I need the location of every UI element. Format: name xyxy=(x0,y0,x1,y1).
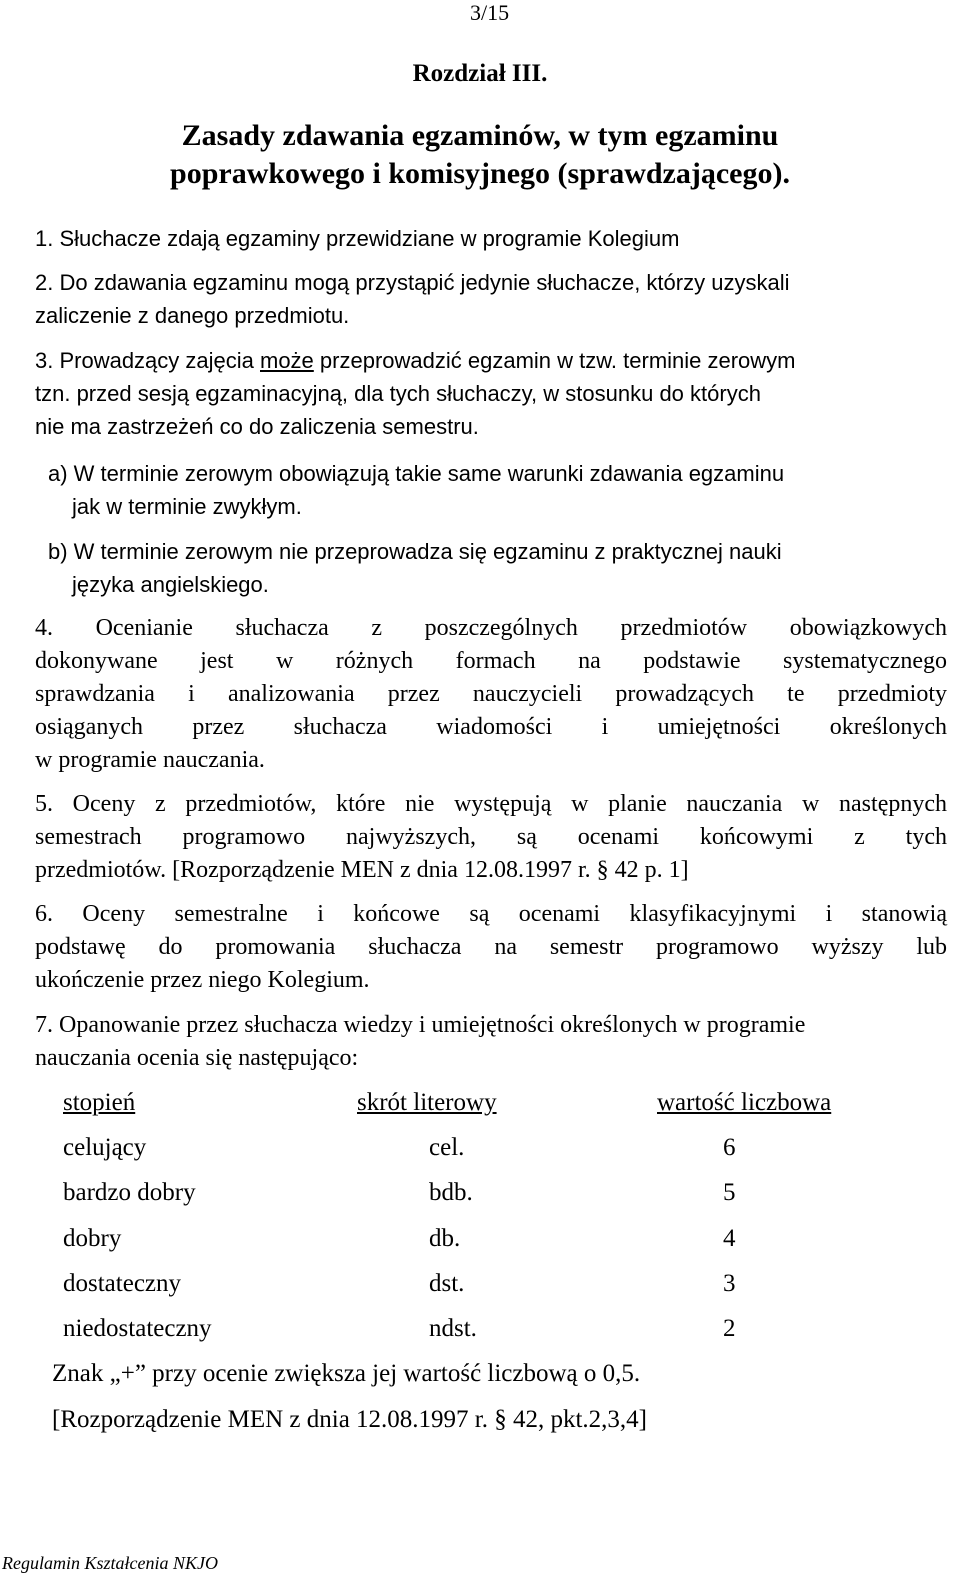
item-5-line: semestrach programowo najwyższych, są ocenami końcowymi z tych xyxy=(35,824,947,850)
grade-name: bardzo dobry xyxy=(63,1179,196,1206)
item-4-line: osiąganych przez słuchacza wiadomości i umiejętności określonych xyxy=(35,714,947,740)
grade-name: celujący xyxy=(63,1134,147,1161)
grade-abbr: dst. xyxy=(429,1270,465,1297)
item-4-line: w programie nauczania. xyxy=(35,747,265,773)
grade-row xyxy=(63,1134,863,1174)
item-7-line: 7. Opanowanie przez słuchacza wiedzy i umiejętności określonych w programie xyxy=(35,1012,806,1038)
item-1-line: 1. Słuchacze zdają egzaminy przewidziane w programie Kolegium xyxy=(35,226,680,251)
grade-row xyxy=(63,1315,863,1355)
section-title xyxy=(0,117,960,193)
sub-item-b xyxy=(48,535,943,601)
item-4-line: 4. Ocenianie słuchacza z poszczególnych przedmiotów obowiązkowych xyxy=(35,615,947,641)
item-5 xyxy=(35,788,947,887)
plus-sign-note: Znak „+” przy ocenie zwiększa jej wartość liczbową o 0,5. xyxy=(52,1360,641,1387)
item-6 xyxy=(35,898,947,997)
item-5-line: przedmiotów. [Rozporządzenie MEN z dnia 12.08.1997 r. § 42 p. 1] xyxy=(35,857,689,883)
sub-item-a-line: a) W terminie zerowym obowiązują takie same warunki zdawania egzaminu xyxy=(48,461,785,486)
item-3-emphasis: może xyxy=(260,348,314,373)
page-number: 3/15 xyxy=(470,0,510,25)
grade-header-skrot: skrót literowy xyxy=(357,1089,497,1116)
grade-abbr: cel. xyxy=(429,1134,465,1161)
item-1 xyxy=(35,222,947,255)
grade-value: 6 xyxy=(723,1134,736,1161)
grade-name: dobry xyxy=(63,1225,122,1252)
item-3-prefix: 3. Prowadzący zajęcia xyxy=(35,348,260,373)
chapter-heading: Rozdział III. xyxy=(412,60,548,87)
grade-value: 3 xyxy=(723,1270,736,1297)
item-3-line: nie ma zastrzeżeń co do zaliczenia semestru. xyxy=(35,414,479,439)
item-2-line: zaliczenie z danego przedmiotu. xyxy=(35,303,350,328)
grade-row xyxy=(63,1179,863,1219)
grade-header-wartosc: wartość liczbowa xyxy=(657,1089,832,1116)
sub-item-a-line: jak w terminie zwykłym. xyxy=(72,494,302,519)
grade-name: niedostateczny xyxy=(63,1315,212,1342)
item-2-line: 2. Do zdawania egzaminu mogą przystąpić jedynie słuchacze, którzy uzyskali xyxy=(35,270,790,295)
item-5-line: 5. Oceny z przedmiotów, które nie występują w planie nauczania w następnych xyxy=(35,791,947,817)
item-4-line: dokonywane jest w różnych formach na podstawie systematycznego xyxy=(35,648,947,674)
item-7 xyxy=(35,1009,947,1075)
item-3 xyxy=(35,344,947,443)
item-6-line: podstawę do promowania słuchacza na semestr programowo wyższy lub xyxy=(35,934,947,960)
item-6-line: ukończenie przez niego Kolegium. xyxy=(35,967,370,993)
item-7-line: nauczania ocenia się następująco: xyxy=(35,1045,359,1071)
grade-header-stopien: stopień xyxy=(63,1089,136,1116)
grade-abbr: bdb. xyxy=(429,1179,473,1206)
sub-item-b-line: języka angielskiego. xyxy=(72,572,269,597)
grade-table-header xyxy=(63,1089,863,1129)
section-title-line: poprawkowego i komisyjnego (sprawdzającego). xyxy=(170,157,790,190)
item-2 xyxy=(35,266,947,332)
document-footer: Regulamin Kształcenia NKJO xyxy=(2,1553,218,1573)
item-4 xyxy=(35,612,947,777)
regulation-citation: [Rozporządzenie MEN z dnia 12.08.1997 r. § 42, pkt.2,3,4] xyxy=(52,1406,648,1433)
sub-item-b-line: b) W terminie zerowym nie przeprowadza się egzaminu z praktycznej nauki xyxy=(48,539,782,564)
grade-abbr: ndst. xyxy=(429,1315,477,1342)
item-3-line: tzn. przed sesją egzaminacyjną, dla tych słuchaczy, w stosunku do których xyxy=(35,381,761,406)
grade-value: 5 xyxy=(723,1179,736,1206)
item-6-line: 6. Oceny semestralne i końcowe są ocenami klasyfikacyjnymi i stanowią xyxy=(35,901,947,927)
grade-value: 2 xyxy=(723,1315,736,1342)
grade-name: dostateczny xyxy=(63,1270,182,1297)
sub-item-a xyxy=(48,457,943,523)
grade-value: 4 xyxy=(723,1225,736,1252)
item-3-line xyxy=(35,344,947,377)
item-3-suffix: przeprowadzić egzamin w tzw. terminie zerowym xyxy=(313,348,796,373)
grade-abbr: db. xyxy=(429,1225,461,1252)
grade-row xyxy=(63,1270,863,1310)
grade-row xyxy=(63,1225,863,1265)
item-4-line: sprawdzania i analizowania przez nauczycieli prowadzących te przedmioty xyxy=(35,681,947,707)
section-title-line: Zasady zdawania egzaminów, w tym egzaminu xyxy=(181,119,779,152)
